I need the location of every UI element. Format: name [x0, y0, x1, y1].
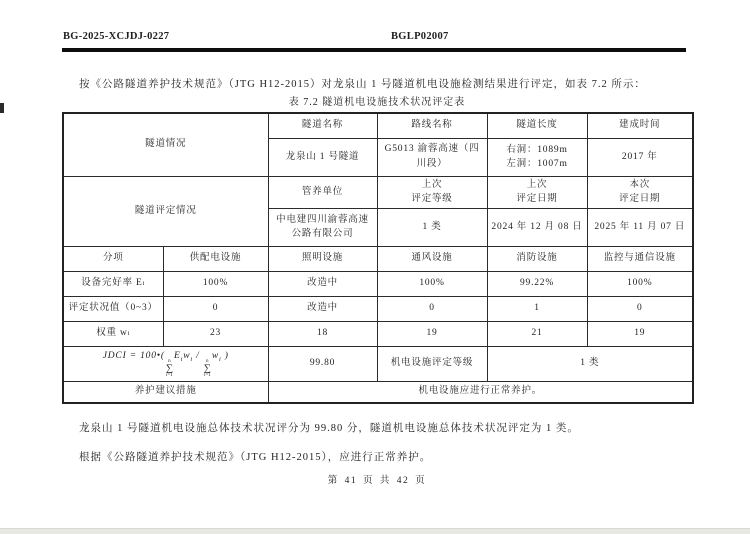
cell-weight-value: 19 [377, 321, 487, 346]
cell-section1-label: 隧道情况 [63, 113, 268, 176]
cell-status-value: 0 [377, 296, 487, 321]
conclusion-advice: 根据《公路隧道养护技术规范》（JTG H12-2015），应进行正常养护。 [79, 452, 432, 463]
cell-weight-value: 21 [487, 321, 587, 346]
header-rule [62, 48, 686, 52]
cell-maintenance-org: 中电建四川渝蓉高速 公路有限公司 [268, 208, 377, 246]
table-title: 表 7.2 隧道机电设施技术状况评定表 [288, 97, 466, 108]
cell-intact-rate-value: 100% [377, 271, 487, 296]
cell-status-value-label: 评定状况值（0~3） [63, 296, 163, 321]
cell-header-lighting: 照明设施 [268, 246, 377, 271]
cell-header-ventilation: 通风设施 [377, 246, 487, 271]
cell-weight-value: 18 [268, 321, 377, 346]
jdci-formula: JDCI = 100•( n ∑ i=1 $E_iw_i$ / n ∑ i=1 $w_i$ ) [102, 351, 229, 378]
cell-intact-rate-label: 设备完好率 Ei [63, 271, 163, 296]
cell-header-curr-date: 本次 评定日期 [587, 176, 693, 208]
cell-prev-date: 2024 年 12 月 08 日 [487, 208, 587, 246]
scan-artifact [0, 103, 4, 113]
cell-advice-value: 机电设施应进行正常养护。 [268, 381, 693, 403]
cell-weight-value: 19 [587, 321, 693, 346]
conclusion-score: 龙泉山 1 号隧道机电设施总体技术状况评分为 99.80 分，隧道机电设施总体技术状况评定为 1 类。 [79, 423, 579, 434]
cell-intact-rate-value: 99.22% [487, 271, 587, 296]
table-row [63, 296, 693, 321]
cell-intact-rate-value: 100% [163, 271, 268, 296]
evaluation-table [62, 112, 694, 404]
cell-header-maintenance-org: 管养单位 [268, 176, 377, 208]
cell-weight-value: 23 [163, 321, 268, 346]
page-number: 第 41 页 共 42 页 [327, 476, 427, 486]
cell-advice-label: 养护建议措施 [63, 381, 268, 403]
document-code-left: BG-2025-XCJDJ-0227 [63, 31, 170, 42]
intro-paragraph: 按《公路隧道养护技术规范》（JTG H12-2015）对龙泉山 1 号隧道机电设施检测结果进行评定，如表 7.2 所示： [79, 79, 646, 90]
cell-jdci-score: 99.80 [268, 346, 377, 381]
cell-curr-date: 2025 年 11 月 07 日 [587, 208, 693, 246]
cell-grade-value: 1 类 [487, 346, 693, 381]
cell-status-value: 1 [487, 296, 587, 321]
table-row [63, 321, 693, 346]
cell-tunnel-name: 龙泉山 1 号隧道 [268, 138, 377, 176]
cell-grade-label: 机电设施评定等级 [377, 346, 487, 381]
cell-header-route-name: 路线名称 [377, 113, 487, 138]
cell-header-tunnel-length: 隧道长度 [487, 113, 587, 138]
table-row [63, 113, 693, 138]
cell-jdci-formula [63, 346, 268, 381]
cell-header-item: 分项 [63, 246, 163, 271]
page-edge [0, 528, 750, 534]
document-code-right: BGLP02007 [391, 31, 449, 42]
table-row [63, 346, 693, 381]
tunnel-length-right: 右洞：1089m [506, 144, 568, 155]
cell-status-value: 改造中 [268, 296, 377, 321]
cell-status-value: 0 [587, 296, 693, 321]
cell-header-fire: 消防设施 [487, 246, 587, 271]
tunnel-length-left: 左洞：1007m [506, 159, 568, 169]
cell-prev-grade: 1 类 [377, 208, 487, 246]
cell-intact-rate-value: 100% [587, 271, 693, 296]
cell-header-prev-grade: 上次 评定等级 [377, 176, 487, 208]
cell-header-built-time: 建成时间 [587, 113, 693, 138]
cell-section2-label: 隧道评定情况 [63, 176, 268, 246]
cell-header-tunnel-name: 隧道名称 [268, 113, 377, 138]
cell-header-monitor: 监控与通信设施 [587, 246, 693, 271]
cell-route-name: G5013 渝蓉高速（四川段） [377, 138, 487, 176]
cell-header-power: 供配电设施 [163, 246, 268, 271]
cell-tunnel-length [487, 138, 587, 176]
cell-weight-label: 权重 wi [63, 321, 163, 346]
cell-intact-rate-value: 改造中 [268, 271, 377, 296]
table-row [63, 176, 693, 208]
cell-status-value: 0 [163, 296, 268, 321]
cell-built-year: 2017 年 [587, 138, 693, 176]
table-row [63, 246, 693, 271]
table-row [63, 381, 693, 403]
cell-header-prev-date: 上次 评定日期 [487, 176, 587, 208]
table-row [63, 271, 693, 296]
